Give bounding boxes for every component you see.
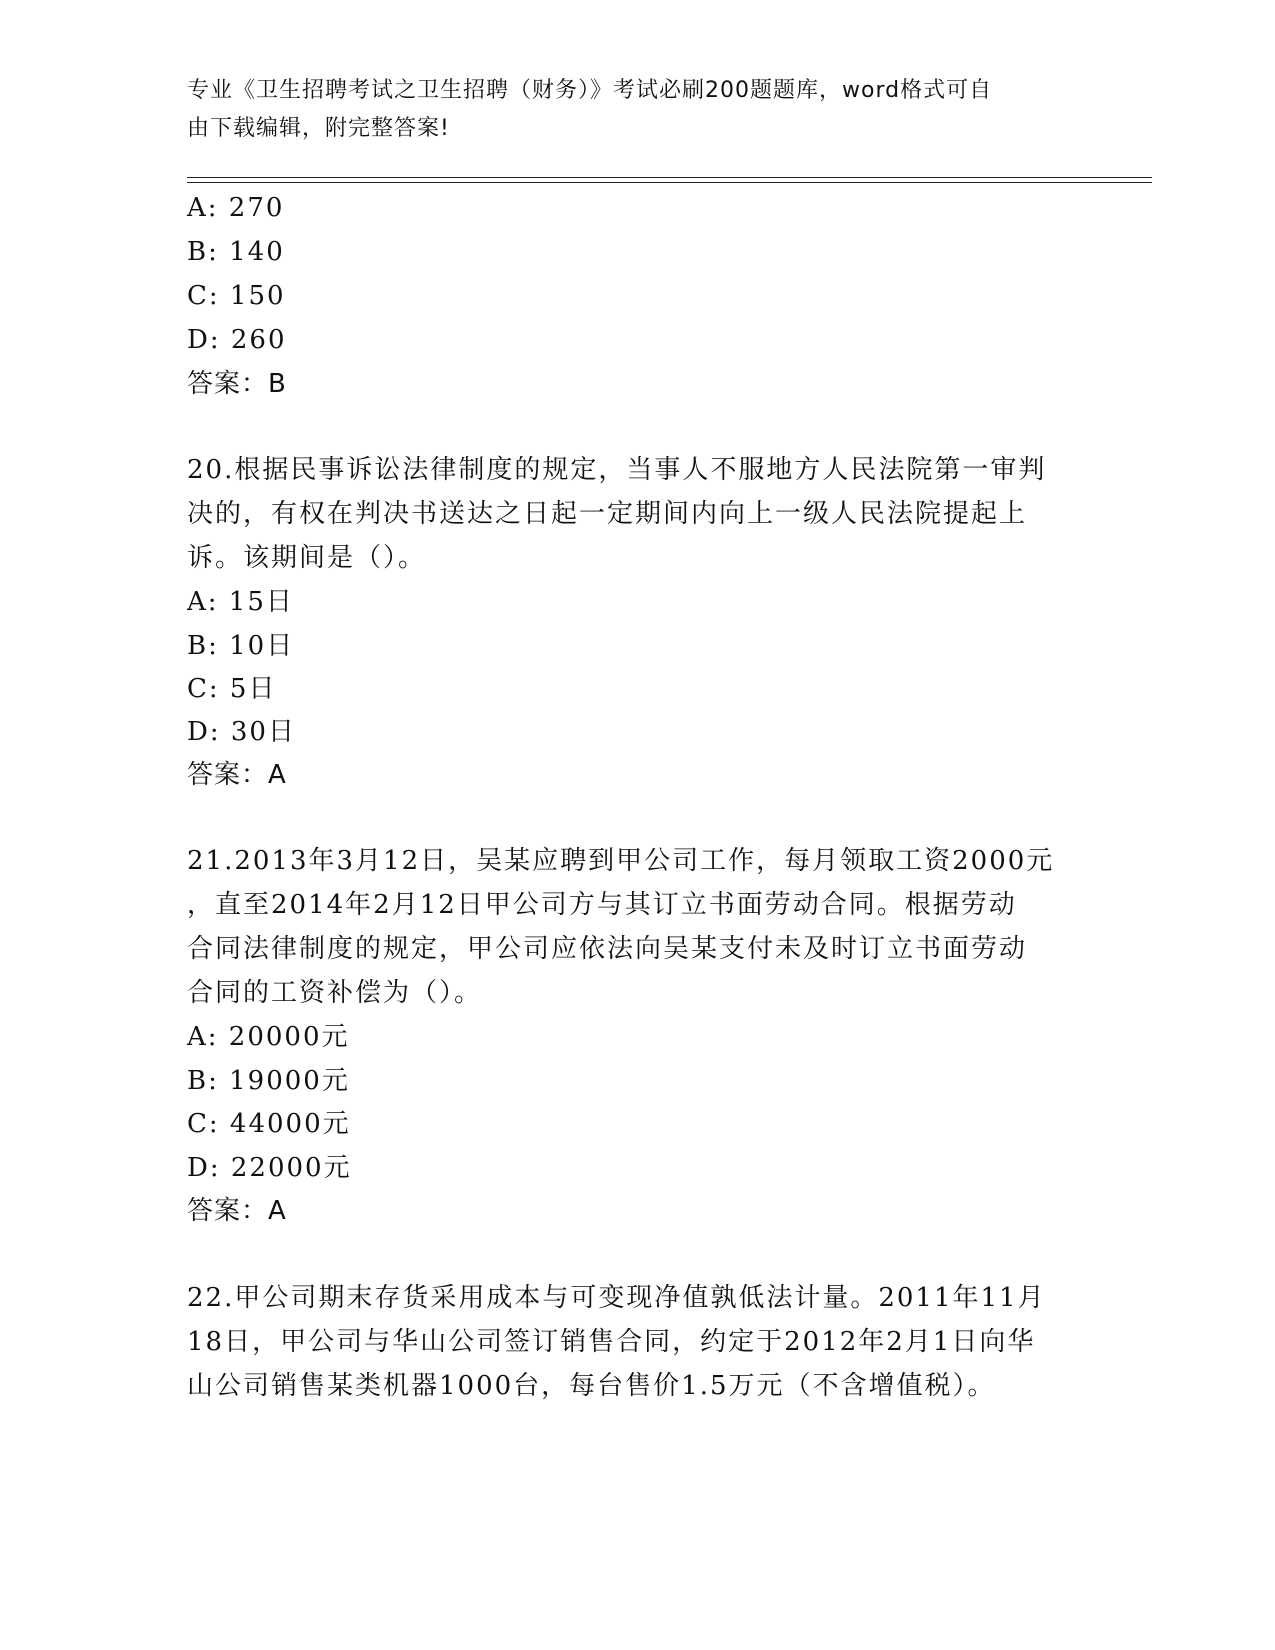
q19-option-b: B: 140 (187, 237, 285, 267)
q20-answer: 答案：A (187, 760, 287, 790)
q20-option-d: D: 30日 (187, 717, 296, 747)
q21-option-c: C: 44000元 (187, 1109, 351, 1139)
q20-option-c: C: 5日 (187, 674, 277, 704)
q21-stem-line-3: 合同法律制度的规定，甲公司应依法向吴某支付未及时订立书面劳动 (187, 934, 1028, 964)
q22-stem-line-3: 山公司销售某类机器1000台，每台售价1.5万元（不含增值税）。 (187, 1371, 996, 1401)
q21-option-b: B: 19000元 (187, 1066, 350, 1096)
q20-option-b: B: 10日 (187, 631, 295, 661)
q19-option-c: C: 150 (187, 281, 286, 311)
q21-stem-line-2: ，直至2014年2月12日甲公司方与其订立书面劳动合同。根据劳动 (187, 890, 1017, 920)
q21-answer: 答案：A (187, 1196, 287, 1226)
q20-stem-line-1: 20.根据民事诉讼法律制度的规定，当事人不服地方人民法院第一审判 (187, 455, 1047, 485)
document-header (187, 72, 1067, 148)
header-divider-bottom (187, 182, 1152, 183)
q21-stem-line-1: 21.2013年3月12日，吴某应聘到甲公司工作，每月领取工资2000元 (187, 846, 1055, 876)
header-line-1: 专业《卫生招聘考试之卫生招聘（财务）》考试必刷200题题库，word格式可自 (187, 78, 993, 103)
q21-stem-line-4: 合同的工资补偿为（）。 (187, 978, 483, 1008)
q19-option-d: D: 260 (187, 325, 287, 355)
q19-option-a: A: 270 (187, 193, 285, 223)
q19-answer: 答案：B (187, 369, 287, 399)
q21-option-d: D: 22000元 (187, 1153, 352, 1183)
q20-stem-line-2: 决的，有权在判决书送达之日起一定期间内向上一级人民法院提起上 (187, 499, 1028, 529)
q20-option-a: A: 15日 (187, 587, 294, 617)
q22-stem-line-1: 22.甲公司期末存货采用成本与可变现净值孰低法计量。2011年11月 (187, 1283, 1046, 1313)
header-line-2: 由下载编辑，附完整答案! (187, 116, 450, 141)
q20-stem-line-3: 诉。该期间是（）。 (187, 543, 427, 573)
q22-stem-line-2: 18日，甲公司与华山公司签订销售合同，约定于2012年2月1日向华 (187, 1327, 1036, 1357)
q21-option-a: A: 20000元 (187, 1022, 350, 1052)
header-divider-top (187, 177, 1152, 178)
